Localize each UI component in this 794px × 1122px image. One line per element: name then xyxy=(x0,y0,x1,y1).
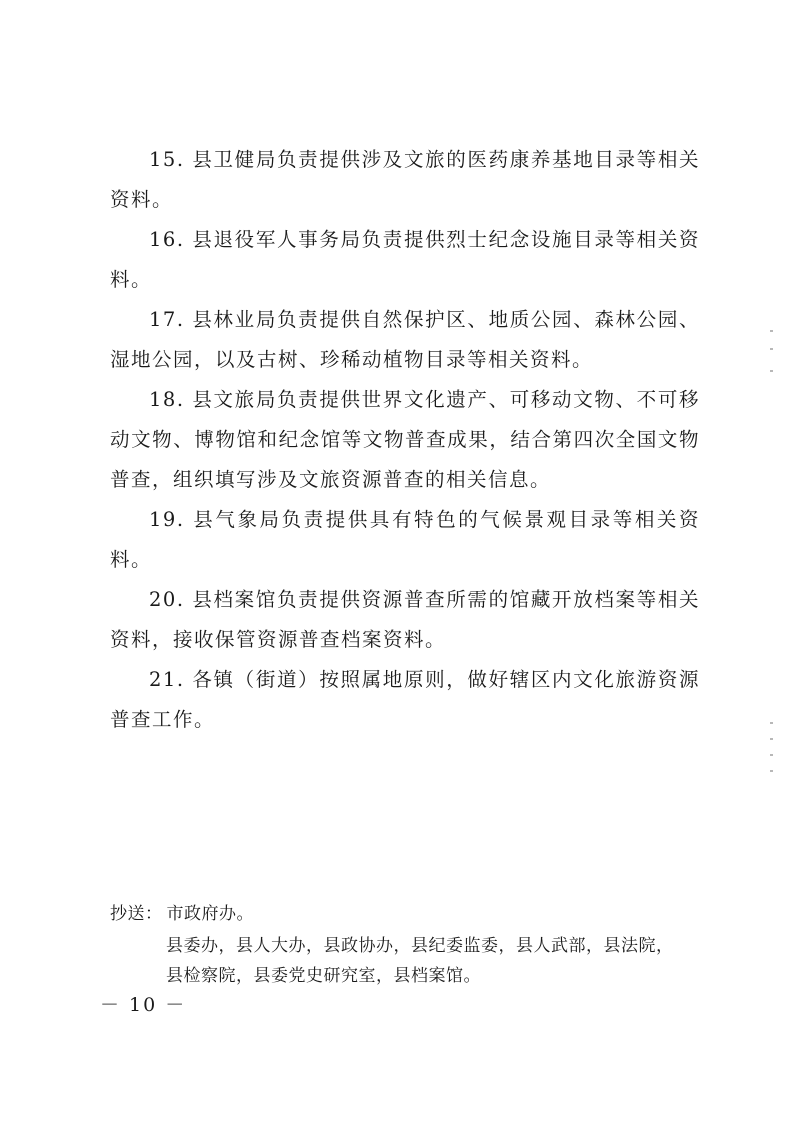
cc-label: 抄送： xyxy=(110,904,163,924)
paragraph-item-17: 17. 县林业局负责提供自然保护区、地质公园、森林公园、湿地公园，以及古树、珍稀动植物目录等相关资料。 xyxy=(110,308,700,371)
cc-recipients-line-2: 县检察院，县委党史研究室，县档案馆。 xyxy=(166,966,481,986)
paragraph-item-19: 19. 县气象局负责提供具有特色的气候景观目录等相关资料。 xyxy=(110,508,700,571)
paragraph-item-21: 21. 各镇（街道）按照属地原则，做好辖区内文化旅游资源普查工作。 xyxy=(110,668,700,731)
scan-edge-marks xyxy=(770,330,776,790)
cc-recipients-line-1: 县委办，县人大办，县政协办，县纪委监委，县人武部，县法院， xyxy=(166,936,674,956)
paragraph-item-18: 18. 县文旅局负责提供世界文化遗产、可移动文物、不可移动文物、博物馆和纪念馆等文物普查成果，结合第四次全国文物普查，组织填写涉及文旅资源普查的相关信息。 xyxy=(110,388,700,491)
document-body xyxy=(110,140,700,740)
scan-mark xyxy=(770,348,773,350)
page-number: － 10 － xyxy=(100,994,187,1016)
paragraph-item-20: 20. 县档案馆负责提供资源普查所需的馆藏开放档案等相关资料，接收保管资源普查档案资料。 xyxy=(110,588,700,651)
scan-mark xyxy=(770,754,773,756)
cc-distribution-block xyxy=(110,897,730,991)
paragraph-item-15: 15. 县卫健局负责提供涉及文旅的医药康养基地目录等相关资料。 xyxy=(110,148,700,211)
cc-first-recipient: 市政府办。 xyxy=(166,904,254,924)
scan-mark xyxy=(770,770,773,772)
scan-mark xyxy=(770,738,773,740)
scan-mark xyxy=(770,330,773,332)
paragraph-item-16: 16. 县退役军人事务局负责提供烈士纪念设施目录等相关资料。 xyxy=(110,228,700,291)
scan-mark xyxy=(770,370,773,372)
cc-header-line xyxy=(110,897,730,931)
scan-mark xyxy=(770,722,773,724)
